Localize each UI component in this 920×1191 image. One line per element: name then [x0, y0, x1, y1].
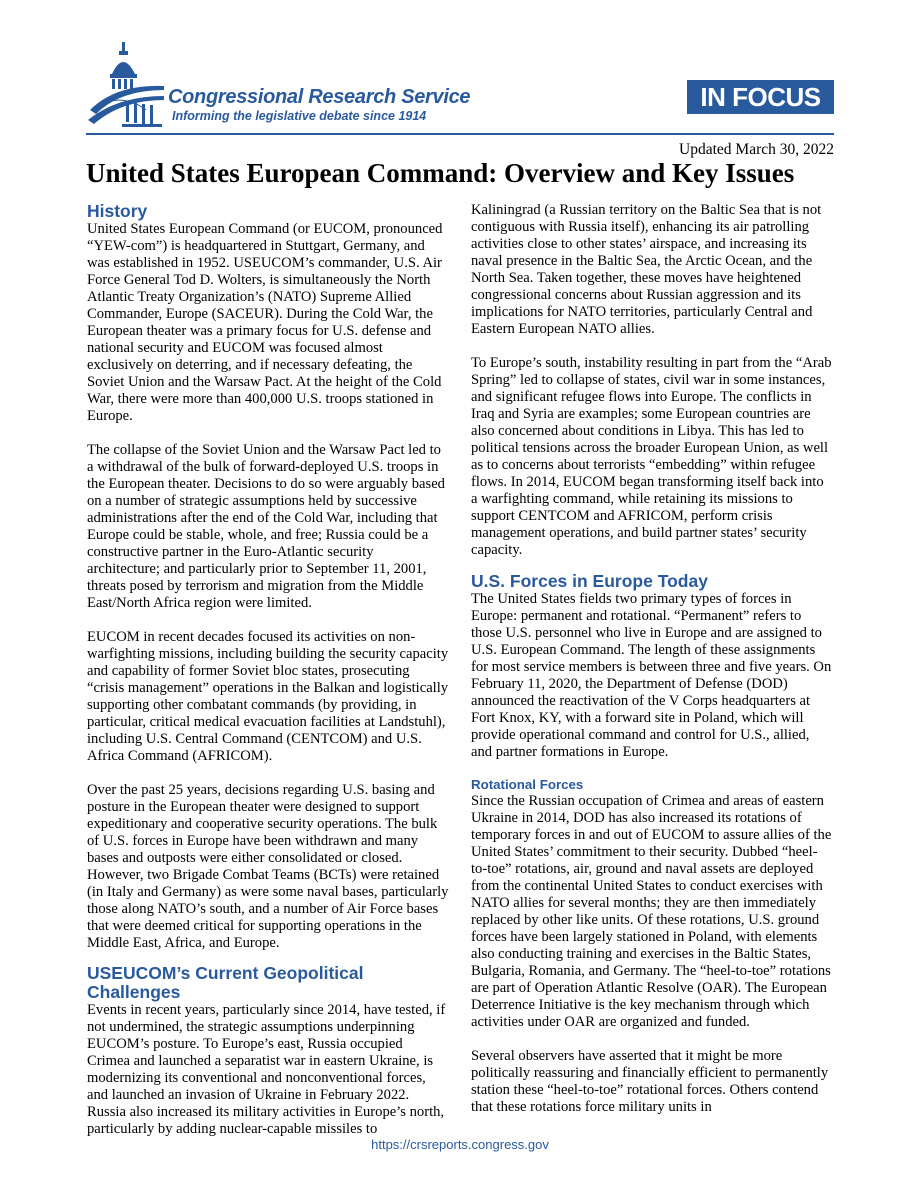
- paragraph: EUCOM in recent decades focused its activities on non-warfighting missions, including building the security capacity and capability of former Soviet bloc states, prosecuting “crisis management” operations in the Balkan and logistically supporting other combatant commands (by providing, in particular, critical medical evacuation facilities at Landstuhl), including U.S. Central Command (CENTCOM) and U.S. Africa Command (AFRICOM).: [87, 629, 449, 764]
- footer-url[interactable]: https://crsreports.congress.gov: [371, 1137, 549, 1152]
- updated-date: Updated March 30, 2022: [679, 141, 834, 158]
- org-tagline: Informing the legislative debate since 1914: [172, 109, 427, 123]
- paragraph: United States European Command (or EUCOM, pronounced “YEW-com”) is headquartered in Stuttgart, Germany, and was established in 1952. USEUCOM’s commander, U.S. Air Force General Tod D. Wolters, is simultaneously the North Atlantic Treaty Organization’s (NATO) Supreme Allied Commander, Europe (SACEUR). During the Cold War, the European theater was a primary focus for U.S. defense and national security and EUCOM was focused almost exclusively on deterring, and if necessary defeating, the Soviet Union and the Warsaw Pact. At the height of the Cold War, there were more than 400,000 U.S. troops stationed in Europe.: [87, 221, 443, 424]
- heading-us-forces-in-europe: U.S. Forces in Europe Today: [471, 571, 708, 591]
- heading-rotational-forces: Rotational Forces: [471, 777, 584, 792]
- header-divider: [86, 133, 834, 135]
- paragraph: The United States fields two primary types of forces in Europe: permanent and rotational. “Permanent” refers to those U.S. personnel who live in Europe and are assigned to U.S. European Command. The length of these assignments for most service members is between three and five years. On February 11, 2020, the Department of Defense (DOD) announced the reactivation of the V Corps headquarters at Fort Knox, KY, with a forward site in Poland, which will provide operational command and control for U.S., allied, and partner formations in Europe.: [471, 591, 832, 760]
- paragraph: Events in recent years, particularly since 2014, have tested, if not undermined, the strategic assumptions underpinning EUCOM’s posture. To Europe’s east, Russia occupied Crimea and launched a separatist war in eastern Ukraine, is modernizing its conventional and nonconventional forces, and launched an invasion of Ukraine in February 2022. Russia also increased its military activities in Europe’s north, particularly by adding nuclear-capable missiles to: [87, 1002, 446, 1137]
- org-name: Congressional Research Service: [168, 86, 471, 108]
- paragraph: Since the Russian occupation of Crimea and areas of eastern Ukraine in 2014, DOD has also increased its rotations of temporary forces in and out of EUCOM to assure allies of the United States’ commitment to their security. Dubbed “heel-to-toe” rotations, air, ground and naval assets are deployed from the continental United States to conduct exercises with NATO allies for several months; they are then immediately replaced by other like units. Of these rotations, U.S. ground forces have been largely stationed in Poland, with elements also conducting training and exercises in the Baltic States, Bulgaria, Romania, and Germany. The “heel-to-toe” rotations are part of Operation Atlantic Resolve (OAR). The European Deterrence Initiative is the key mechanism through which activities under OAR are organized and funded.: [471, 793, 832, 1030]
- in-focus-badge: IN FOCUS: [687, 80, 834, 114]
- paragraph: To Europe’s south, instability resulting in part from the “Arab Spring” led to collapse of states, civil war in some instances, and significant refugee flows into Europe. The conflicts in Iraq and Syria are examples; some European countries are also concerned about conditions in Libya. This has led to political tensions across the broader European Union, as well as to concerns about terrorists “embedding” within refugee flows. In 2014, EUCOM began transforming itself back into a warfighting command, while retaining its missions to support CENTCOM and AFRICOM, perform crisis management operations, and build partner states’ security capacity.: [471, 355, 832, 558]
- crs-capitol-dome-logo: [86, 40, 166, 130]
- heading-history: History: [87, 201, 148, 221]
- page-title: United States European Command: Overview and Key Issues: [86, 158, 795, 188]
- right-column: [471, 202, 833, 1133]
- paragraph: The collapse of the Soviet Union and the Warsaw Pact led to a withdrawal of the bulk of forward-deployed U.S. troops in the European theater. Decisions to do so were arguably based on a number of strategic assumptions held by successive administrations after the end of the Cold War, including that Europe could be stable, whole, and free; Russia could be a constructive partner in the Euro-Atlantic security architecture; and particularly prior to September 11, 2001, threats posed by terrorism and migration from the Middle East/North Africa region were limited.: [87, 442, 445, 611]
- paragraph: Kaliningrad (a Russian territory on the Baltic Sea that is not contiguous with Russia itself), enhancing its air patrolling activities close to other states’ airspace, and increasing its naval presence in the Baltic Sea, the Arctic Ocean, and the North Sea. Taken together, these moves have heightened congressional concerns about Russian aggression and its implications for NATO territories, particularly Central and Eastern European NATO allies.: [471, 202, 822, 337]
- heading-geopolitical-challenges: USEUCOM’s Current Geopolitical Challenges: [87, 963, 364, 1002]
- paragraph: Several observers have asserted that it might be more politically reassuring and financially efficient to permanently station these “heel-to-toe” rotational forces. Others contend that these rotations force military units in: [471, 1048, 829, 1115]
- paragraph: Over the past 25 years, decisions regarding U.S. basing and posture in the European theater were designed to support expeditionary and cooperative security operations. The bulk of U.S. forces in Europe have been withdrawn and many bases and outposts were either consolidated or closed. However, two Brigade Combat Teams (BCTs) were retained (in Italy and Germany) as were some naval bases, particularly those along NATO’s south, and a number of Air Force bases that were deemed critical for supporting operations in the Middle East, Africa, and Europe.: [87, 782, 449, 951]
- left-column: [87, 202, 449, 1155]
